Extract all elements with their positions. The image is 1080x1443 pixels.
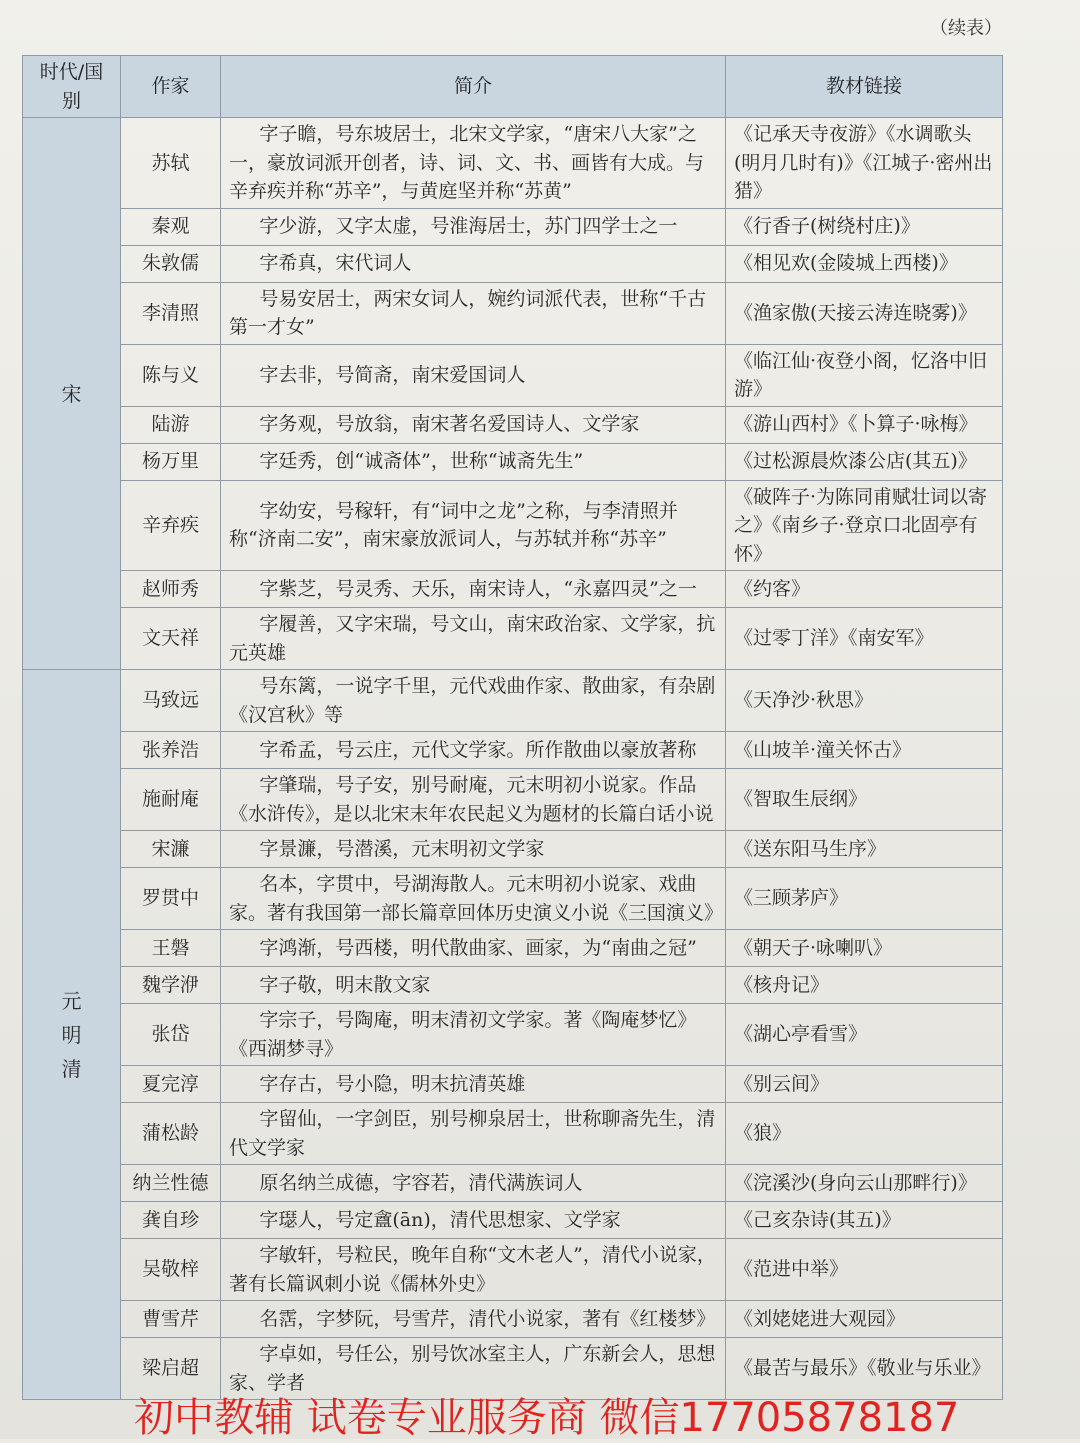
intro-cell: 名霑，字梦阮，号雪芹，清代小说家，著有《红楼梦》 — [221, 1301, 726, 1338]
intro-cell: 字璱人，号定盦(ān)，清代思想家、文学家 — [221, 1202, 726, 1239]
author-cell: 王磐 — [121, 930, 221, 967]
author-cell: 张养浩 — [121, 732, 221, 769]
intro-cell: 字履善，又字宋瑞，号文山，南宋政治家、文学家，抗元英雄 — [221, 608, 726, 670]
textbook-link-cell: 《约客》 — [726, 571, 1003, 608]
author-cell: 朱敦儒 — [121, 245, 221, 282]
intro-cell: 字子瞻，号东坡居士，北宋文学家，“唐宋八大家”之一，豪放词派开创者，诗、词、文、书、画皆有大成。与辛弃疾并称“苏辛”，与黄庭坚并称“苏黄” — [221, 118, 726, 209]
textbook-link-cell: 《最苦与最乐》《敬业与乐业》 — [726, 1338, 1003, 1400]
textbook-link-cell: 《智取生辰纲》 — [726, 769, 1003, 831]
intro-cell: 号易安居士，两宋女词人，婉约词派代表，世称“千古第一才女” — [221, 282, 726, 344]
author-cell: 李清照 — [121, 282, 221, 344]
textbook-link-cell: 《记承天寺夜游》《水调歌头(明月几时有)》《江城子·密州出猎》 — [726, 118, 1003, 209]
table-row — [23, 245, 1003, 282]
intro-cell: 字存古，号小隐，明末抗清英雄 — [221, 1066, 726, 1103]
intro-cell: 字廷秀，创“诚斋体”，世称“诚斋先生” — [221, 443, 726, 480]
table-row — [23, 831, 1003, 868]
author-cell: 吴敬梓 — [121, 1239, 221, 1301]
intro-cell: 字肇瑞，号子安，别号耐庵，元末明初小说家。作品《水浒传》，是以北宋末年农民起义为题材的长篇白话小说 — [221, 769, 726, 831]
author-table — [22, 55, 1003, 1400]
era-label: 宋 — [61, 381, 82, 406]
textbook-link-cell: 《游山西村》《卜算子·咏梅》 — [726, 406, 1003, 443]
author-cell: 苏轼 — [121, 118, 221, 209]
intro-cell: 字希真，宋代词人 — [221, 245, 726, 282]
header-intro: 简介 — [221, 56, 726, 118]
table-row — [23, 1202, 1003, 1239]
intro-cell: 字宗子，号陶庵，明末清初文学家。著《陶庵梦忆》《西湖梦寻》 — [221, 1004, 726, 1066]
table-row — [23, 282, 1003, 344]
era-label: 清 — [61, 1056, 82, 1081]
table-row — [23, 769, 1003, 831]
table-row — [23, 1165, 1003, 1202]
intro-cell: 字卓如，号任公，别号饮冰室主人，广东新会人，思想家、学者 — [221, 1338, 726, 1400]
intro-cell: 字幼安，号稼轩，有“词中之龙”之称，与李清照并称“济南二安”，南宋豪放派词人，与苏轼并称“苏辛” — [221, 480, 726, 571]
table-row — [23, 670, 1003, 732]
textbook-link-cell: 《湖心亭看雪》 — [726, 1004, 1003, 1066]
textbook-link-cell: 《过松源晨炊漆公店(其五)》 — [726, 443, 1003, 480]
textbook-link-cell: 《范进中举》 — [726, 1239, 1003, 1301]
era-cell-yuan-ming-qing — [23, 670, 121, 1400]
author-cell: 魏学洢 — [121, 967, 221, 1004]
textbook-link-cell: 《渔家傲(天接云涛连晓雾)》 — [726, 282, 1003, 344]
author-cell: 夏完淳 — [121, 1066, 221, 1103]
intro-cell: 名本，字贯中，号湖海散人。元末明初小说家、戏曲家。著有我国第一部长篇章回体历史演义小说《三国演义》 — [221, 868, 726, 930]
table-row — [23, 608, 1003, 670]
textbook-link-cell: 《行香子(树绕村庄)》 — [726, 208, 1003, 245]
author-cell: 蒲松龄 — [121, 1103, 221, 1165]
table-row — [23, 1301, 1003, 1338]
textbook-link-cell: 《狼》 — [726, 1103, 1003, 1165]
table-row — [23, 208, 1003, 245]
author-cell: 施耐庵 — [121, 769, 221, 831]
table-row — [23, 930, 1003, 967]
header-author: 作家 — [121, 56, 221, 118]
textbook-link-cell: 《天净沙·秋思》 — [726, 670, 1003, 732]
textbook-link-cell: 《朝天子·咏喇叭》 — [726, 930, 1003, 967]
era-label: 明 — [61, 1022, 82, 1047]
intro-cell: 字景濂，号潜溪，元末明初文学家 — [221, 831, 726, 868]
intro-cell: 字去非，号简斋，南宋爱国词人 — [221, 344, 726, 406]
intro-cell: 字留仙，一字剑臣，别号柳泉居士，世称聊斋先生，清代文学家 — [221, 1103, 726, 1165]
table-body — [23, 118, 1003, 1400]
author-cell: 辛弃疾 — [121, 480, 221, 571]
author-cell: 赵师秀 — [121, 571, 221, 608]
author-cell: 杨万里 — [121, 443, 221, 480]
table-row — [23, 118, 1003, 209]
textbook-link-cell: 《己亥杂诗(其五)》 — [726, 1202, 1003, 1239]
author-cell: 曹雪芹 — [121, 1301, 221, 1338]
continued-label: （续表） — [930, 18, 1002, 39]
textbook-link-cell: 《三顾茅庐》 — [726, 868, 1003, 930]
textbook-link-cell: 《送东阳马生序》 — [726, 831, 1003, 868]
textbook-link-cell: 《别云间》 — [726, 1066, 1003, 1103]
intro-cell: 字少游，又字太虚，号淮海居士，苏门四学士之一 — [221, 208, 726, 245]
intro-cell: 字紫芝，号灵秀、天乐，南宋诗人，“永嘉四灵”之一 — [221, 571, 726, 608]
author-cell: 宋濂 — [121, 831, 221, 868]
era-label: 元 — [61, 988, 82, 1013]
intro-cell: 字鸿渐，号西楼，明代散曲家、画家，为“南曲之冠” — [221, 930, 726, 967]
table-row — [23, 1004, 1003, 1066]
table-row — [23, 1239, 1003, 1301]
era-cell-song — [23, 118, 121, 670]
table-row — [23, 967, 1003, 1004]
textbook-link-cell: 《刘姥姥进大观园》 — [726, 1301, 1003, 1338]
table-row — [23, 406, 1003, 443]
textbook-link-cell: 《浣溪沙(身向云山那畔行)》 — [726, 1165, 1003, 1202]
textbook-link-cell: 《过零丁洋》《南安军》 — [726, 608, 1003, 670]
table-row — [23, 868, 1003, 930]
table-row — [23, 1066, 1003, 1103]
textbook-link-cell: 《破阵子·为陈同甫赋壮词以寄之》《南乡子·登京口北固亭有怀》 — [726, 480, 1003, 571]
table-row — [23, 443, 1003, 480]
author-cell: 纳兰性德 — [121, 1165, 221, 1202]
author-cell: 马致远 — [121, 670, 221, 732]
author-cell: 梁启超 — [121, 1338, 221, 1400]
header-era: 时代/国别 — [23, 56, 121, 118]
textbook-link-cell: 《山坡羊·潼关怀古》 — [726, 732, 1003, 769]
author-cell: 秦观 — [121, 208, 221, 245]
author-cell: 陈与义 — [121, 344, 221, 406]
table-row — [23, 732, 1003, 769]
table-header-row — [23, 56, 1003, 118]
textbook-link-cell: 《相见欢(金陵城上西楼)》 — [726, 245, 1003, 282]
intro-cell: 原名纳兰成德，字容若，清代满族词人 — [221, 1165, 726, 1202]
intro-cell: 号东篱，一说字千里，元代戏曲作家、散曲家，有杂剧《汉宫秋》等 — [221, 670, 726, 732]
textbook-link-cell: 《核舟记》 — [726, 967, 1003, 1004]
author-cell: 张岱 — [121, 1004, 221, 1066]
watermark-text: 初中教辅 试卷专业服务商 微信17705878187 — [134, 1395, 960, 1441]
author-cell: 罗贯中 — [121, 868, 221, 930]
header-link: 教材链接 — [726, 56, 1003, 118]
author-cell: 陆游 — [121, 406, 221, 443]
table-row — [23, 344, 1003, 406]
author-cell: 文天祥 — [121, 608, 221, 670]
intro-cell: 字希孟，号云庄，元代文学家。所作散曲以豪放著称 — [221, 732, 726, 769]
table-row — [23, 571, 1003, 608]
author-cell: 龚自珍 — [121, 1202, 221, 1239]
intro-cell: 字务观，号放翁，南宋著名爱国诗人、文学家 — [221, 406, 726, 443]
table-row — [23, 1103, 1003, 1165]
intro-cell: 字子敬，明末散文家 — [221, 967, 726, 1004]
textbook-link-cell: 《临江仙·夜登小阁，忆洛中旧游》 — [726, 344, 1003, 406]
table-row — [23, 480, 1003, 571]
intro-cell: 字敏轩，号粒民，晚年自称“文木老人”，清代小说家，著有长篇讽刺小说《儒林外史》 — [221, 1239, 726, 1301]
